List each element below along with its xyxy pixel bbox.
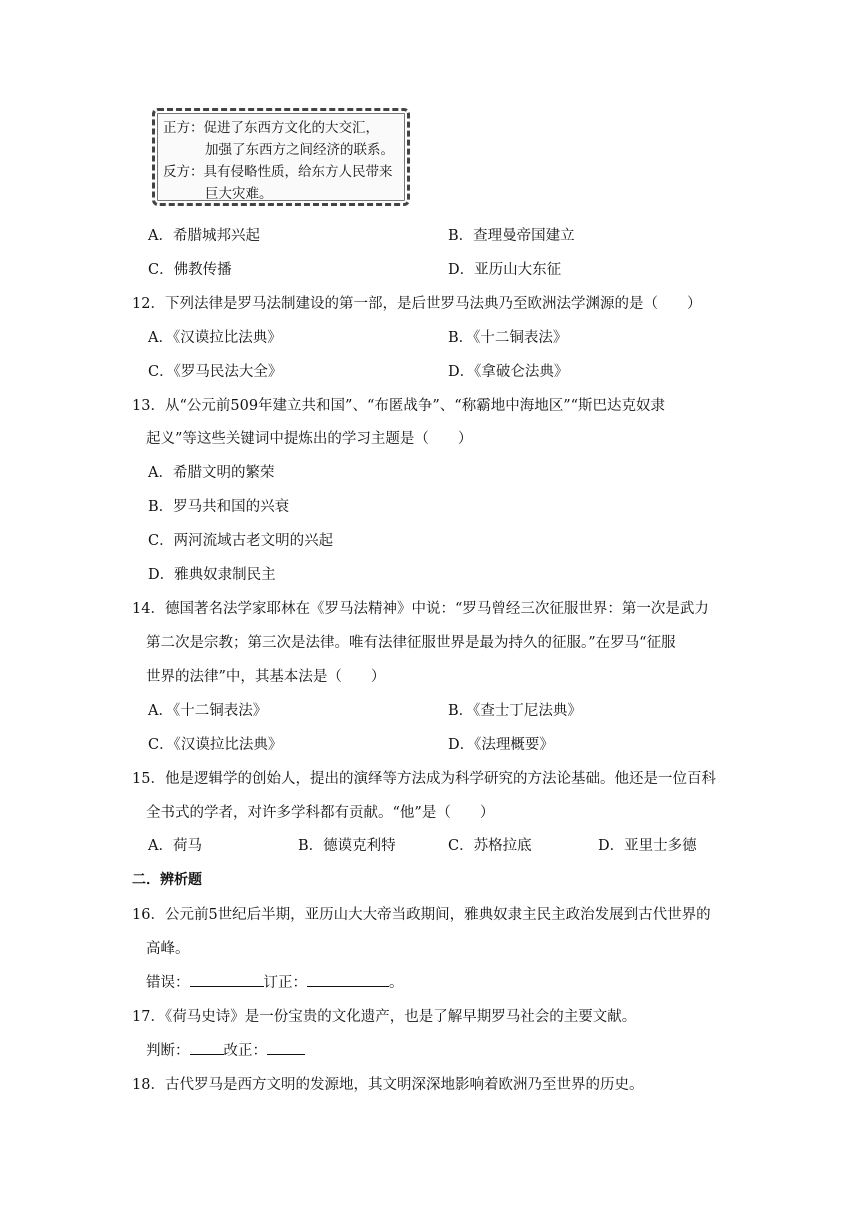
q13-stem-line-1: 13．从“公元前509年建立共和国”、“布匿战争”、“称霸地中海地区”“斯巴达克奴隶 <box>132 398 666 414</box>
q13-stem-line-2: 起义”等这些关键词中提炼出的学习主题是（ ） <box>146 431 473 447</box>
q12-option-c[interactable]: C．《罗马民法大全》 <box>148 364 283 380</box>
q16-error-label: 错误： <box>146 975 190 991</box>
q14-stem-line-2: 第二次是宗教；第三次是法律。唯有法律征服世界是最为持久的征服。”在罗马“征服 <box>146 635 676 651</box>
q14-option-a[interactable]: A．《十二铜表法》 <box>148 703 268 719</box>
q11-option-b[interactable]: B．查理曼帝国建立 <box>448 228 575 244</box>
section-title-analysis: 二．辨析题 <box>132 872 202 888</box>
q15-option-b[interactable]: B．德谟克利特 <box>298 838 396 854</box>
q16-stem-line-1: 16．公元前5世纪后半期，亚历山大大帝当政期间，雅典奴隶主民主政治发展到古代世界的 <box>132 907 711 923</box>
q15-option-a[interactable]: A．荷马 <box>148 838 202 854</box>
q12-option-b[interactable]: B．《十二铜表法》 <box>448 330 568 346</box>
q15-option-c[interactable]: C．苏格拉底 <box>448 838 532 854</box>
q17-fix-blank[interactable] <box>267 1040 305 1055</box>
q16-stem-line-2: 高峰。 <box>146 941 190 957</box>
q17-fix-label: 改正： <box>223 1043 267 1059</box>
q17-judge-blank[interactable] <box>190 1040 224 1055</box>
q16-end-mark: 。 <box>389 975 404 991</box>
q16-error-blank[interactable] <box>190 972 264 987</box>
q11-option-d[interactable]: D．亚历山大东征 <box>448 262 562 278</box>
q13-option-b[interactable]: B．罗马共和国的兴衰 <box>148 499 290 515</box>
debate-con-line-2: 巨大灾难。 <box>205 186 273 202</box>
q11-option-a[interactable]: A．希腊城邦兴起 <box>148 228 260 244</box>
debate-pro-line-1: 正方：促进了东西方文化的大交汇， <box>163 120 379 136</box>
q17-judge-label: 判断： <box>146 1043 190 1059</box>
q12-stem: 12．下列法律是罗马法制建设的第一部，是后世罗马法典乃至欧洲法学渊源的是（ ） <box>132 296 702 312</box>
q15-stem-line-2: 全书式的学者，对许多学科都有贡献。“他”是（ ） <box>146 805 495 821</box>
debate-pro-line-2: 加强了东西方之间经济的联系。 <box>205 142 394 158</box>
q12-option-d[interactable]: D．《拿破仑法典》 <box>448 364 569 380</box>
q13-option-c[interactable]: C．两河流域古老文明的兴起 <box>148 533 334 549</box>
q17-stem: 17．《荷马史诗》是一份宝贵的文化遗产，也是了解早期罗马社会的主要文献。 <box>132 1009 637 1025</box>
q14-option-b[interactable]: B．《查士丁尼法典》 <box>448 703 582 719</box>
q18-stem: 18．古代罗马是西方文明的发源地，其文明深深地影响着欧洲乃至世界的历史。 <box>132 1077 644 1093</box>
q14-stem-line-1: 14．德国著名法学家耶林在《罗马法精神》中说：“罗马曾经三次征服世界：第一次是武力 <box>132 601 709 617</box>
debate-figure <box>152 108 410 206</box>
q15-option-d[interactable]: D．亚里士多德 <box>598 838 697 854</box>
q13-option-a[interactable]: A．希腊文明的繁荣 <box>148 465 275 481</box>
q16-fix-blank[interactable] <box>307 972 389 987</box>
q16-fix-label: 订正： <box>263 975 307 991</box>
debate-con-line-1: 反方：具有侵略性质，给东方人民带来 <box>163 164 393 180</box>
q14-stem-line-3: 世界的法律”中，其基本法是（ ） <box>146 669 386 685</box>
q14-option-c[interactable]: C．《汉谟拉比法典》 <box>148 737 283 753</box>
q12-option-a[interactable]: A．《汉谟拉比法典》 <box>148 330 282 346</box>
q17-answer-row <box>146 1039 305 1060</box>
q13-option-d[interactable]: D．雅典奴隶制民主 <box>148 567 276 583</box>
q15-stem-line-1: 15．他是逻辑学的创始人，提出的演绎等方法成为科学研究的方法论基础。他还是一位百科 <box>132 771 716 787</box>
q16-answer-row <box>146 971 404 992</box>
q14-option-d[interactable]: D．《法理概要》 <box>448 737 554 753</box>
q11-option-c[interactable]: C．佛教传播 <box>148 262 232 278</box>
